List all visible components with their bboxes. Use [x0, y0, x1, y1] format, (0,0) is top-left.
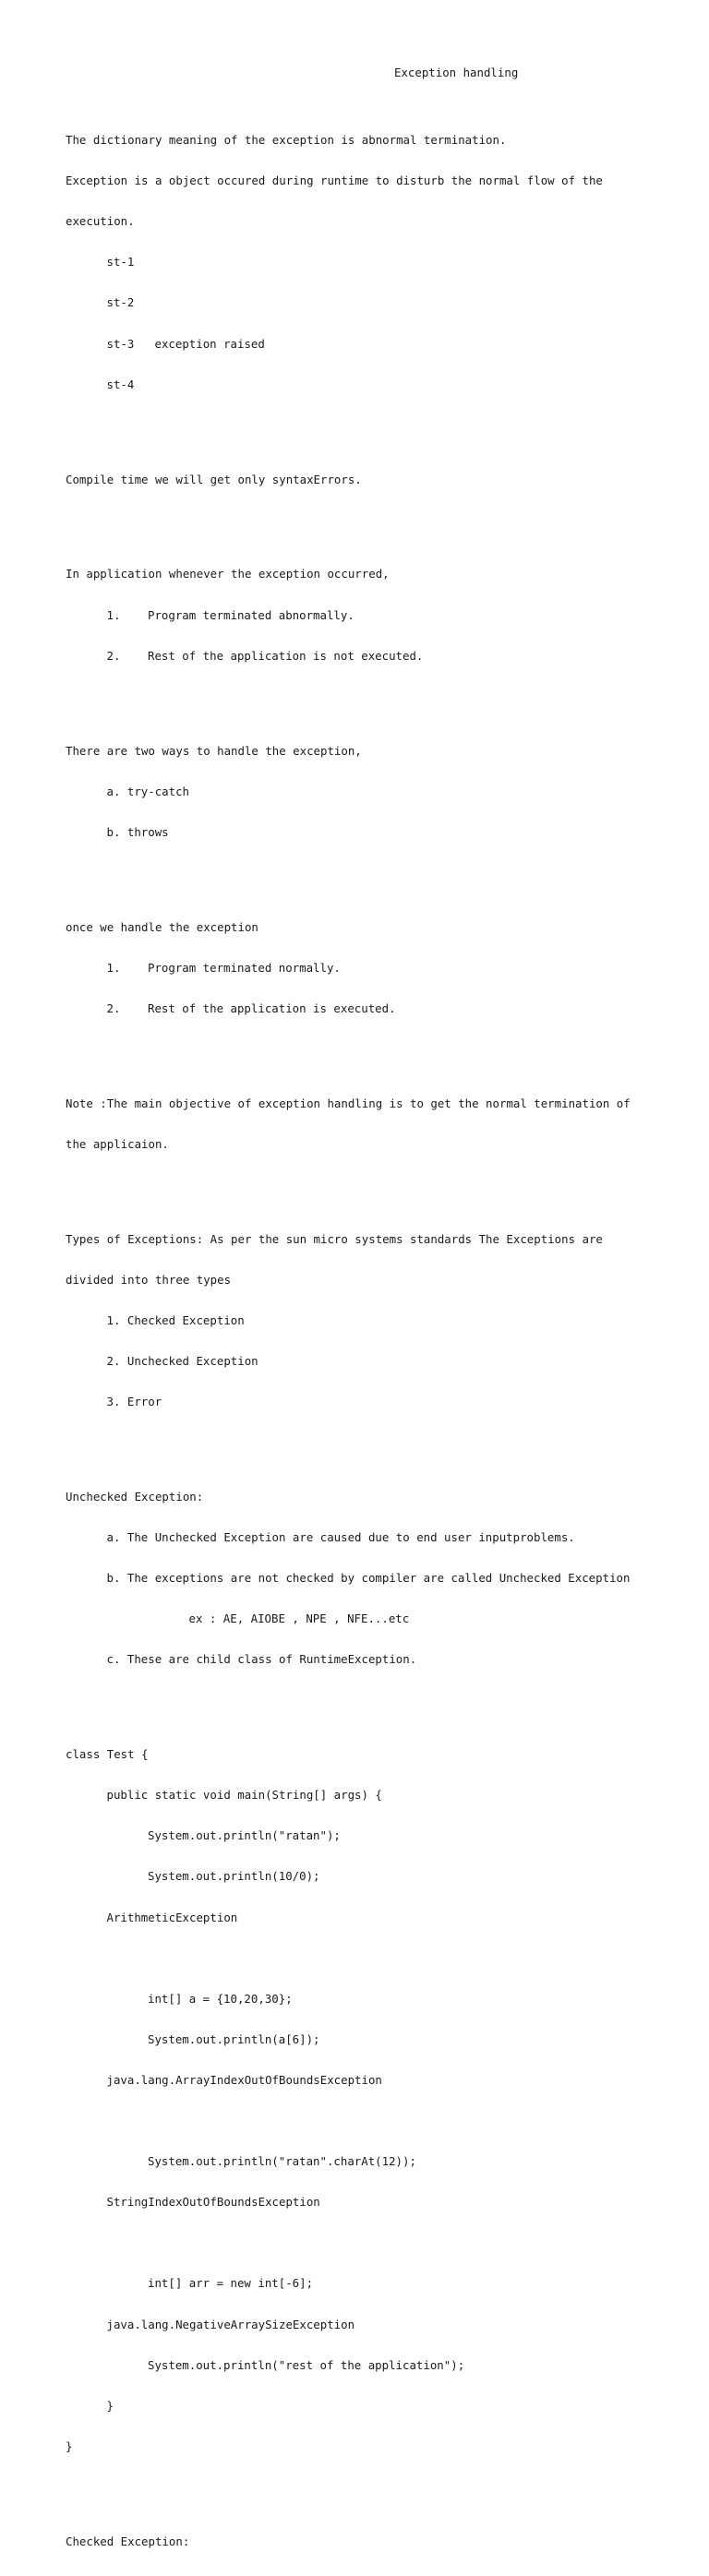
two-ways-item-a: a. try-catch	[106, 784, 190, 798]
document-body	[66, 93, 631, 2576]
code-println-div: System.out.println(10/0);	[148, 1869, 320, 1884]
two-ways-heading: There are two ways to handle the exception,	[66, 743, 362, 758]
statement-st-2	[66, 296, 631, 310]
unchecked-item-a: a. The Unchecked Exception are caused due to end user inputproblems.	[106, 1530, 575, 1545]
code-sioobe: StringIndexOutOfBoundsException	[106, 2195, 320, 2210]
application-item-2	[66, 650, 631, 664]
blank-line	[66, 2115, 631, 2128]
compile-time-line: Compile time we will get only syntaxErrors.	[66, 472, 362, 486]
unchecked-heading: Unchecked Exception:	[66, 1489, 204, 1504]
list-text: Rest of the application is not executed.	[148, 648, 424, 663]
types-line-1: Types of Exceptions: As per the sun micro systems standards The Exceptions are	[66, 1231, 603, 1246]
blank-line	[66, 867, 631, 881]
list-number: 1.	[106, 960, 121, 975]
unchecked-item-c: c. These are child class of RuntimeException.	[106, 1652, 417, 1667]
statement-label: st-1	[106, 255, 135, 270]
types-item-unchecked: 2. Unchecked Exception	[106, 1353, 258, 1368]
blank-line	[66, 1436, 631, 1450]
once-handled-heading: once we handle the exception	[66, 919, 258, 934]
page-title: Exception handling	[394, 66, 519, 79]
list-text: Program terminated normally.	[148, 960, 341, 975]
note-line-2: the applicaion.	[66, 1136, 169, 1151]
types-item-error: 3. Error	[106, 1395, 162, 1409]
code-nase: java.lang.NegativeArraySizeException	[106, 2317, 355, 2331]
code-println-rest: System.out.println("rest of the application");	[148, 2357, 465, 2372]
code-println-a6: System.out.println(a[6]);	[148, 2031, 320, 2046]
statement-st-1	[66, 256, 631, 270]
statement-st-3	[66, 338, 631, 352]
code-main-line: public static void main(String[] args) {	[106, 1788, 382, 1803]
code-int-negative: int[] arr = new int[-6];	[148, 2276, 314, 2291]
once-handled-item-1	[66, 962, 631, 976]
list-number: 2.	[106, 648, 121, 663]
checked-exception-heading: Checked Exception:	[66, 2534, 190, 2548]
list-text: Program terminated abnormally.	[148, 607, 354, 622]
list-text: Rest of the application is executed.	[148, 1000, 396, 1015]
blank-line	[66, 690, 631, 704]
code-close-main: }	[106, 2398, 114, 2413]
intro-line-2: Exception is a object occured during runtime to disturb the normal flow of the	[66, 174, 603, 188]
code-println-charat: System.out.println("ratan".charAt(12));	[148, 2154, 416, 2169]
statement-label: st-3	[106, 336, 135, 351]
code-close-class: }	[66, 2438, 73, 2453]
types-item-checked: 1. Checked Exception	[106, 1312, 245, 1327]
note-line-1: Note :The main objective of exception handling is to get the normal termination of	[66, 1096, 631, 1110]
statement-label: st-2	[106, 295, 135, 310]
blank-line	[66, 419, 631, 433]
code-aioobe: java.lang.ArrayIndexOutOfBoundsException	[106, 2072, 382, 2087]
blank-line	[66, 514, 631, 528]
blank-line	[66, 2481, 631, 2495]
statement-label: st-4	[106, 377, 135, 391]
list-number: 2.	[106, 1000, 121, 1015]
intro-line-3: execution.	[66, 214, 135, 229]
blank-line	[66, 1952, 631, 1966]
list-number: 1.	[106, 607, 121, 622]
blank-line	[66, 1694, 631, 1707]
blank-line	[66, 1179, 631, 1192]
code-class-line: class Test {	[66, 1747, 149, 1762]
blank-line	[66, 2236, 631, 2250]
types-line-2: divided into three types	[66, 1272, 232, 1287]
statement-st-4	[66, 378, 631, 392]
blank-line	[66, 1043, 631, 1057]
statement-note: exception raised	[154, 336, 265, 351]
unchecked-example: ex : AE, AIOBE , NPE , NFE...etc	[188, 1611, 410, 1626]
application-heading: In application whenever the exception occurred,	[66, 567, 390, 581]
application-item-1	[66, 609, 631, 623]
code-println-ratan: System.out.println("ratan");	[148, 1828, 341, 1843]
code-arithmetic-exception: ArithmeticException	[106, 1910, 238, 1924]
intro-line-1: The dictionary meaning of the exception is abnormal termination.	[66, 133, 507, 148]
unchecked-item-b: b. The exceptions are not checked by compiler are called Unchecked Exception	[106, 1571, 631, 1586]
two-ways-item-b: b. throws	[106, 824, 169, 839]
code-int-array: int[] a = {10,20,30};	[148, 1991, 293, 2006]
once-handled-item-2	[66, 1002, 631, 1016]
